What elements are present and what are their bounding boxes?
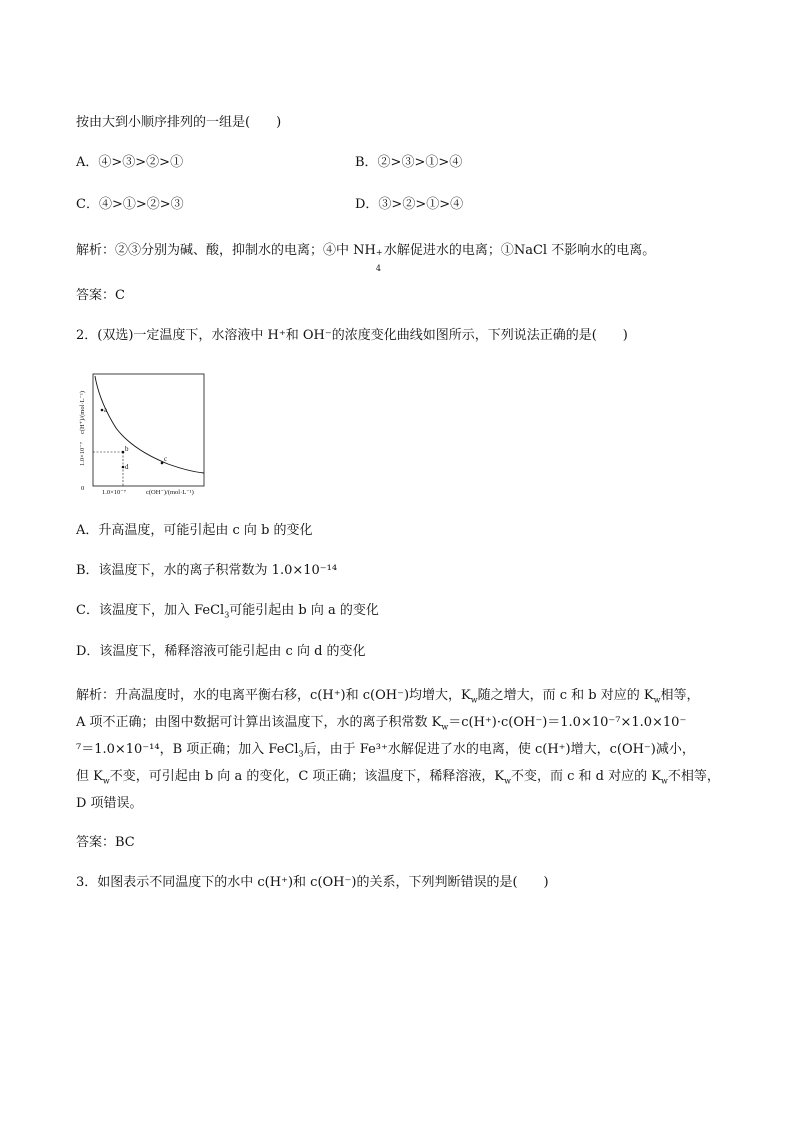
y-axis-label: c(H⁺)/(mol·L⁻¹) (79, 390, 86, 434)
q2-analysis-l1c: 相等， (660, 688, 700, 703)
kw-sub: w (470, 695, 478, 705)
curve-line (95, 376, 204, 473)
q1-analysis (76, 242, 656, 273)
label-c: c (164, 455, 168, 463)
point-a (101, 409, 104, 412)
kw-sub: w (660, 776, 668, 786)
q1-option-b: B．②>③>①>④ (355, 155, 463, 170)
point-d (122, 466, 125, 469)
y-tick-label: 1.0×10⁻⁷ (79, 442, 86, 466)
q2-analysis-l4c: 不变，而 c 和 d 对应的 K (510, 769, 661, 784)
ion-product-curve (76, 370, 216, 500)
q2-option-d: D．该温度下，稀释溶液可能引起由 c 向 d 的变化 (76, 644, 366, 659)
q2-option-c-prefix: C．该温度下，加入 FeCl (76, 603, 225, 618)
label-a: a (104, 406, 108, 414)
q2-analysis-l4: 但 K (76, 769, 103, 784)
point-c (161, 462, 164, 465)
q2-stem: 2．(双选)一定温度下，水溶液中 H⁺和 OH⁻的浓度变化曲线如图所示，下列说法正确的是( ) (76, 328, 628, 343)
q2-analysis (76, 682, 720, 817)
q2-option-b: B．该温度下，水的离子积常数为 1.0×10⁻¹⁴ (76, 563, 338, 578)
q1-option-a: A．④>③>②>① (76, 155, 184, 170)
q2-answer: 答案：BC (76, 835, 135, 850)
label-d: d (125, 463, 129, 471)
plot-frame (93, 374, 204, 486)
q2-analysis-l1: 解析：升高温度时，水的电离平衡右移，c(H⁺)和 c(OH⁻)均增大，K (76, 688, 471, 703)
nh4-subscript: 4 (375, 264, 381, 273)
q2-analysis-l4b: 不变，可引起由 b 向 a 的变化，C 项正确；该温度下，稀释溶液，K (109, 769, 505, 784)
kw-sub: w (504, 776, 511, 786)
nh4-charge: + (375, 248, 383, 257)
kw-sub: w (653, 695, 661, 705)
q1-analysis-prefix: 解析：②③分别为碱、酸，抑制水的电离；④中 NH (76, 243, 376, 258)
q2-analysis-l3: ⁷＝1.0×10⁻¹⁴，B 项正确；加入 FeCl (76, 742, 299, 757)
q3-stem: 3．如图表示不同温度下的水中 c(H⁺)和 c(OH⁻)的关系，下列判断错误的是( ) (76, 875, 549, 890)
x-tick-label: 1.0×10⁻⁷ (102, 489, 126, 496)
kw-sub: w (102, 776, 110, 786)
q1-option-d: D．③>②>①>④ (355, 197, 464, 212)
q2-option-a: A．升高温度，可能引起由 c 向 b 的变化 (76, 523, 313, 538)
q1-stem-tail: 按由大到小顺序排列的一组是( ) (76, 115, 282, 130)
label-b: b (125, 445, 129, 453)
origin-label: 0 (81, 485, 85, 492)
fecl3-sub: 3 (298, 749, 304, 759)
q2-analysis-l5: D 项错误。 (76, 796, 143, 811)
q2-analysis-l3b: 后，由于 Fe³⁺水解促进了水的电离，使 c(H⁺)增大，c(OH⁻)减小， (303, 742, 695, 757)
point-b (122, 451, 125, 454)
q1-analysis-suffix: 水解促进水的电离；①NaCl 不影响水的电离。 (383, 243, 656, 258)
q2-analysis-l2: A 项不正确；由图中数据可计算出该温度下，水的离子积常数 K (76, 715, 442, 730)
q1-answer: 答案：C (76, 288, 125, 303)
q2-figure (76, 370, 216, 500)
q2-option-c-sub: 3 (224, 610, 230, 620)
kw-sub: w (441, 722, 449, 732)
q2-option-c (76, 602, 379, 620)
q2-option-c-suffix: 可能引起由 b 向 a 的变化 (229, 603, 379, 618)
q2-analysis-l1b: 随之增大，而 c 和 b 对应的 K (477, 688, 654, 703)
q1-option-c: C．④>①>②>③ (76, 197, 184, 212)
q2-analysis-l2b: ＝c(H⁺)·c(OH⁻)＝1.0×10⁻⁷×1.0×10⁻ (448, 715, 687, 730)
q2-analysis-l4d: 不相等， (667, 769, 720, 784)
x-axis-label: c(OH⁻)/(mol·L⁻¹) (146, 489, 194, 496)
